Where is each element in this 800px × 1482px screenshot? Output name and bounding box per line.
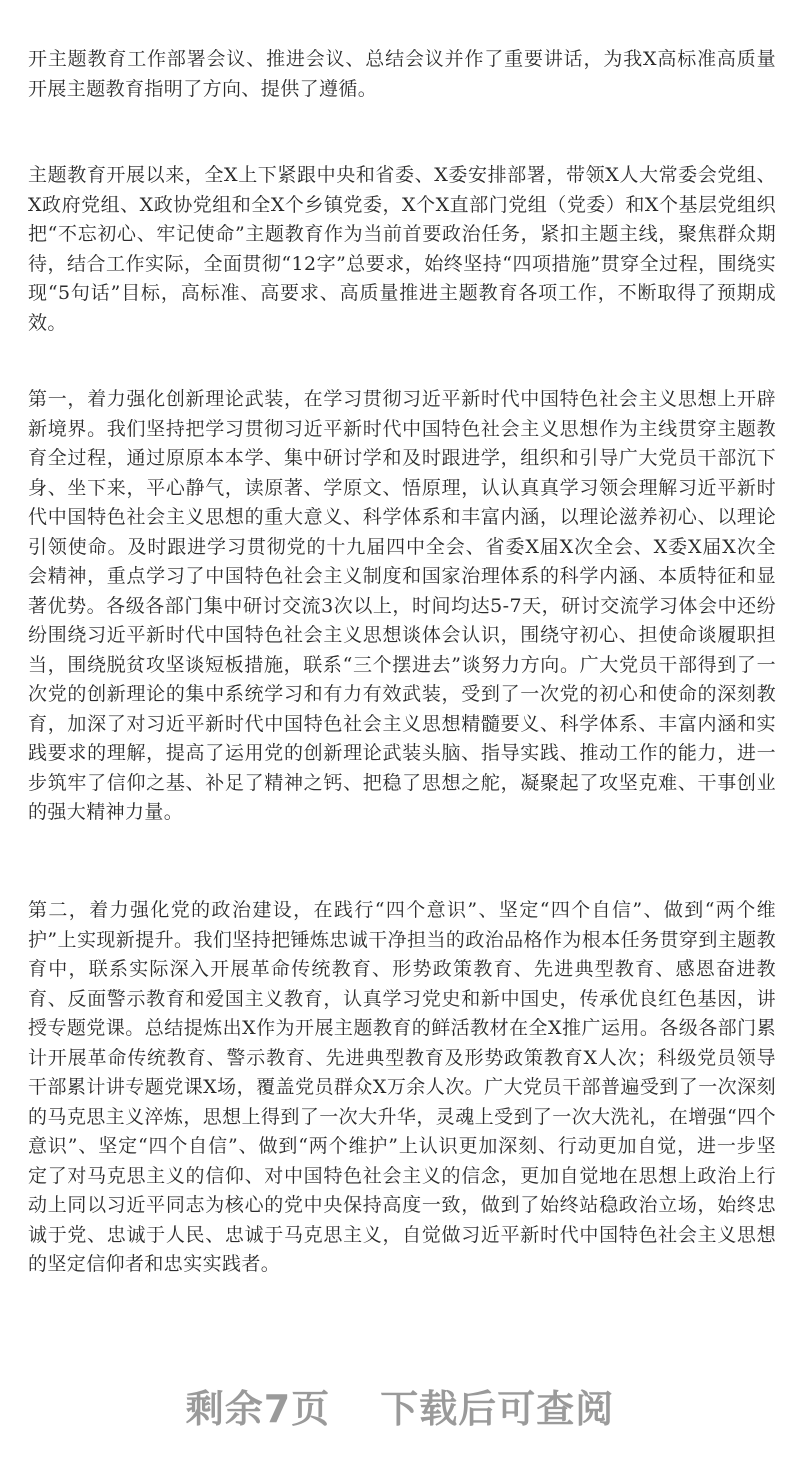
paragraph-overview: 主题教育开展以来，全X上下紧跟中央和省委、X委安排部署，带领X人大常委会党组、X政府党组、X政协党组和全X个乡镇党委，X个X直部门党组（党委）和X个基层党组织把“不忘初心、牢记使命”主题教育作为当前首要政治任务，紧扣主题主线，聚焦群众期待，结合工作实际，全面贯彻“12字”总要求，始终坚持“四项措施”贯穿全过程，围绕实现“5句话”目标，高标准、高要求、高质量推进主题教育各项工作，不断取得了预期成效。 [28, 164, 776, 334]
paragraph-second-point: 第二，着力强化党的政治建设，在践行“四个意识”、坚定“四个自信”、做到“两个维护”上实现新提升。我们坚持把锤炼忠诚干净担当的政治品格作为根本任务贯穿到主题教育中，联系实际深入开展革命传统教育、形势政策教育、先进典型教育、感恩奋进教育、反面警示教育和爱国主义教育，认真学习党史和新中国史，传承优良红色基因，讲授专题党课。总结提炼出X作为开展主题教育的鲜活教材在全X推广运用。各级各部门累计开展革命传统教育、警示教育、先进典型教育及形势政策教育X人次；科级党员领导干部累计讲专题党课X场，覆盖党员群众X万余人次。广大党员干部普遍受到了一次深刻的马克思主义淬炼，思想上得到了一次大升华，灵魂上受到了一次大洗礼，在增强“四个意识”、坚定“四个自信”、做到“两个维护”上认识更加深刻、行动更加自觉，进一步坚定了对马克思主义的信仰、对中国特色社会主义的信念，更加自觉地在思想上政治上行动上同以习近平同志为核心的党中央保持高度一致，做到了始终站稳政治立场，始终忠诚于党、忠诚于人民、忠诚于马克思主义，自觉做习近平新时代中国特色社会主义思想的坚定信仰者和忠实实践者。 [28, 899, 776, 1275]
remaining-pages-banner[interactable] [0, 1378, 800, 1433]
download-hint-label: 下载后可查阅 [380, 1387, 615, 1431]
paragraph-intro-continued: 开主题教育工作部署会议、推进会议、总结会议并作了重要讲话，为我X高标准高质量开展主题教育指明了方向、提供了遵循。 [28, 48, 776, 100]
paragraph-first-point: 第一，着力强化创新理论武装，在学习贯彻习近平新时代中国特色社会主义思想上开辟新境界。我们坚持把学习贯彻习近平新时代中国特色社会主义思想作为主线贯穿主题教育全过程，通过原原本本学、集中研讨学和及时跟进学，组织和引导广大党员干部沉下身、坐下来，平心静气，读原著、学原文、悟原理，认认真真学习领会理解习近平新时代中国特色社会主义思想的重大意义、科学体系和丰富内涵，以理论滋养初心、以理论引领使命。及时跟进学习贯彻党的十九届四中全会、省委X届X次全会、X委X届X次全会精神，重点学习了中国特色社会主义制度和国家治理体系的科学内涵、本质特征和显著优势。各级各部门集中研讨交流3次以上，时间均达5-7天，研讨交流学习体会中还纷纷围绕习近平新时代中国特色社会主义思想谈体会认识，围绕守初心、担使命谈履职担当，围绕脱贫攻坚谈短板措施，联系“三个摆进去”谈努力方向。广大党员干部得到了一次党的创新理论的集中系统学习和有力有效武装，受到了一次党的初心和使命的深刻教育，加深了对习近平新时代中国特色社会主义思想精髓要义、科学体系、丰富内涵和实践要求的理解，提高了运用党的创新理论武装头脑、指导实践、推动工作的能力，进一步筑牢了信仰之基、补足了精神之钙、把稳了思想之舵，凝聚起了攻坚克难、干事创业的强大精神力量。 [28, 388, 776, 823]
remaining-pages-label: 剩余7页 [185, 1387, 331, 1431]
